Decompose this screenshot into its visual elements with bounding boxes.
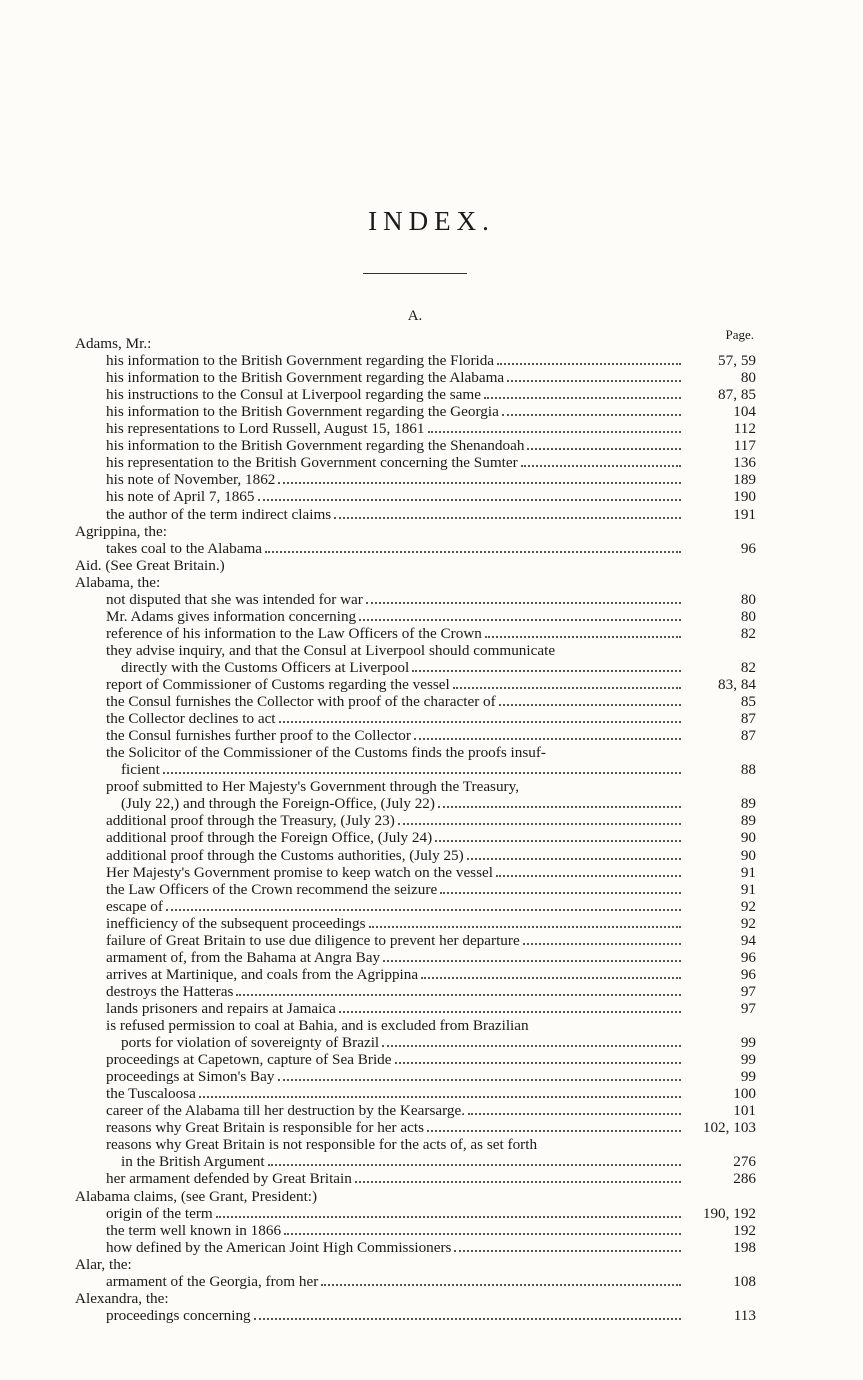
entry-page-number: 191 bbox=[733, 505, 756, 523]
entry-page-number: 190, 192 bbox=[702, 1204, 756, 1222]
entry-text: they advise inquiry, and that the Consul at Liverpool should communicate bbox=[106, 641, 556, 659]
page-column-heading: Page. bbox=[725, 327, 754, 342]
leader-dots bbox=[523, 933, 681, 945]
index-sub-entry bbox=[106, 915, 756, 932]
entry-page-number: 82 bbox=[740, 624, 756, 642]
entry-page-number: 112 bbox=[733, 420, 756, 438]
entry-page-number: 198 bbox=[733, 1238, 756, 1256]
index-sub-entry bbox=[106, 1307, 756, 1324]
entry-page-number: 189 bbox=[733, 471, 756, 489]
entry-page-number: 87 bbox=[740, 710, 756, 728]
leader-dots bbox=[527, 438, 681, 450]
index-sub-entry bbox=[121, 1153, 756, 1170]
leader-dots bbox=[366, 592, 681, 604]
entry-text: armament of the Georgia, from her bbox=[106, 1272, 319, 1290]
entry-text: Adams, Mr.: bbox=[75, 335, 152, 352]
entry-text: report of Commissioner of Customs regarding the vessel bbox=[106, 676, 450, 693]
leader-dots bbox=[199, 1086, 681, 1098]
entry-text: destroys the Hatteras bbox=[106, 982, 234, 1000]
entry-page-number: 113 bbox=[733, 1306, 756, 1324]
entry-text: proceedings at Capetown, capture of Sea Bride bbox=[106, 1051, 392, 1069]
leader-dots bbox=[284, 1223, 681, 1235]
index-heading-entry bbox=[75, 1256, 756, 1273]
leader-dots bbox=[321, 1274, 681, 1286]
leader-dots bbox=[355, 1171, 681, 1183]
index-sub-entry bbox=[106, 966, 756, 983]
entry-text: his representations to Lord Russell, August 15, 1861 bbox=[106, 420, 425, 438]
index-sub-entry bbox=[106, 369, 756, 386]
entry-page-number: 91 bbox=[740, 880, 756, 898]
entry-text: additional proof through the Customs authorities, (July 25) bbox=[106, 846, 464, 864]
index-sub-entry bbox=[106, 540, 756, 557]
leader-dots bbox=[163, 762, 681, 774]
entry-text: proceedings at Simon's Bay bbox=[106, 1068, 275, 1086]
index-sub-entry bbox=[106, 352, 756, 369]
index-heading-entry bbox=[75, 557, 756, 574]
entry-page-number: 136 bbox=[733, 454, 756, 472]
index-sub-entry bbox=[106, 727, 756, 744]
index-sub-entry bbox=[121, 1034, 756, 1051]
entry-text: the Law Officers of the Crown recommend the seizure bbox=[106, 880, 438, 898]
entry-text: (July 22,) and through the Foreign-Office, (July 22) bbox=[121, 795, 435, 813]
index-sub-entry bbox=[106, 1017, 756, 1034]
index-sub-entry bbox=[106, 1000, 756, 1017]
leader-dots bbox=[236, 984, 681, 996]
title-rule bbox=[363, 273, 467, 274]
entry-text: the Collector declines to act bbox=[106, 710, 276, 728]
index-sub-entry bbox=[106, 898, 756, 915]
index-sub-entry bbox=[106, 847, 756, 864]
entry-page-number: 190 bbox=[733, 488, 756, 506]
entry-text: Her Majesty's Government promise to keep watch on the vessel bbox=[106, 863, 493, 881]
entry-text: inefficiency of the subsequent proceedings bbox=[106, 914, 366, 932]
index-sub-entry bbox=[106, 625, 756, 642]
index-sub-entry bbox=[106, 454, 756, 471]
entry-page-number: 89 bbox=[740, 795, 756, 813]
index-sub-entry bbox=[106, 932, 756, 949]
index-sub-entry bbox=[106, 642, 756, 659]
entry-page-number: 96 bbox=[740, 948, 756, 966]
leader-dots bbox=[369, 916, 681, 928]
index-sub-entry bbox=[106, 812, 756, 829]
entry-page-number: 92 bbox=[740, 914, 756, 932]
leader-dots bbox=[268, 1154, 681, 1166]
entry-text: his information to the British Government regarding the Georgia bbox=[106, 403, 499, 421]
entry-text: origin of the term bbox=[106, 1204, 213, 1222]
leader-dots bbox=[521, 455, 681, 467]
leader-dots bbox=[278, 1069, 681, 1081]
index-sub-entry bbox=[106, 1273, 756, 1290]
leader-dots bbox=[421, 967, 681, 979]
leader-dots bbox=[453, 677, 681, 689]
leader-dots bbox=[440, 882, 681, 894]
leader-dots bbox=[427, 1120, 681, 1132]
index-sub-entry bbox=[106, 1051, 756, 1068]
leader-dots bbox=[383, 950, 681, 962]
entry-text: lands prisoners and repairs at Jamaica bbox=[106, 999, 336, 1017]
index-sub-entry bbox=[106, 403, 756, 420]
leader-dots bbox=[359, 609, 681, 621]
index-sub-entry bbox=[106, 1102, 756, 1119]
entry-text: proof submitted to Her Majesty's Government through the Treasury, bbox=[106, 778, 520, 796]
entry-text: reasons why Great Britain is responsible for her acts bbox=[106, 1119, 425, 1137]
entry-text: escape of bbox=[106, 897, 163, 915]
leader-dots bbox=[484, 387, 681, 399]
entry-text: Alabama claims, (see Grant, President:) bbox=[75, 1187, 318, 1205]
entry-text: takes coal to the Alabama bbox=[106, 539, 263, 557]
index-heading-entry bbox=[75, 1290, 756, 1307]
entry-text: Mr. Adams gives information concerning bbox=[106, 607, 357, 625]
entry-text: the Consul furnishes the Collector with proof of the character of bbox=[106, 693, 496, 711]
entry-text: armament of, from the Bahama at Angra Bay bbox=[106, 948, 381, 966]
entry-text: his information to the British Government regarding the Florida bbox=[106, 352, 495, 370]
index-sub-entry bbox=[106, 1170, 756, 1187]
entry-text: his representation to the British Government concerning the Sumter bbox=[106, 454, 518, 472]
entry-text: her armament defended by Great Britain bbox=[106, 1170, 352, 1188]
entry-text: reasons why Great Britain is not responsible for the acts of, as set forth bbox=[106, 1136, 538, 1154]
entry-page-number: 92 bbox=[740, 897, 756, 915]
index-sub-entry bbox=[106, 676, 756, 693]
entry-page-number: 102, 103 bbox=[702, 1119, 756, 1137]
leader-dots bbox=[428, 421, 682, 433]
index-sub-entry bbox=[106, 420, 756, 437]
entry-page-number: 99 bbox=[740, 1068, 756, 1086]
entry-text: his note of April 7, 1865 bbox=[106, 488, 255, 506]
entry-page-number: 83, 84 bbox=[718, 676, 756, 693]
leader-dots bbox=[454, 1240, 681, 1252]
entry-page-number: 99 bbox=[740, 1051, 756, 1069]
leader-dots bbox=[496, 865, 681, 877]
leader-dots bbox=[499, 694, 681, 706]
entry-page-number: 96 bbox=[740, 965, 756, 983]
leader-dots bbox=[502, 404, 681, 416]
entry-text: additional proof through the Foreign Office, (July 24) bbox=[106, 829, 433, 847]
entry-text: Agrippina, the: bbox=[75, 522, 167, 540]
entry-page-number: 108 bbox=[733, 1272, 756, 1290]
leader-dots bbox=[435, 830, 681, 842]
leader-dots bbox=[395, 1052, 681, 1064]
entry-text: additional proof through the Treasury, (July 23) bbox=[106, 812, 395, 830]
index-sub-entry bbox=[106, 471, 756, 488]
entry-text: Alabama, the: bbox=[75, 573, 161, 591]
index-sub-entry bbox=[106, 864, 756, 881]
entry-text: the Consul furnishes further proof to the Collector bbox=[106, 727, 411, 745]
index-heading-entry bbox=[75, 523, 756, 540]
entry-page-number: 104 bbox=[733, 403, 756, 421]
entry-page-number: 80 bbox=[740, 590, 756, 608]
index-sub-entry bbox=[106, 437, 756, 454]
entry-text: his information to the British Government regarding the Shenandoah bbox=[106, 437, 525, 455]
leader-dots bbox=[412, 660, 681, 672]
entry-text: ports for violation of sovereignty of Brazil bbox=[121, 1034, 380, 1052]
entry-page-number: 82 bbox=[740, 658, 756, 676]
entry-text: the author of the term indirect claims bbox=[106, 505, 332, 523]
entry-page-number: 96 bbox=[740, 539, 756, 557]
entry-text: directly with the Customs Officers at Liverpool bbox=[121, 658, 410, 676]
leader-dots bbox=[265, 541, 681, 553]
leader-dots bbox=[279, 711, 681, 723]
entry-page-number: 90 bbox=[740, 846, 756, 864]
entry-page-number: 57, 59 bbox=[718, 352, 756, 370]
entry-page-number: 80 bbox=[740, 369, 756, 387]
entry-page-number: 94 bbox=[740, 931, 756, 949]
leader-dots bbox=[254, 1308, 681, 1320]
leader-dots bbox=[467, 848, 681, 860]
entry-page-number: 101 bbox=[733, 1102, 756, 1120]
index-sub-entry bbox=[106, 881, 756, 898]
index-sub-entry bbox=[106, 1222, 756, 1239]
index-heading-entry bbox=[75, 574, 756, 591]
entry-page-number: 276 bbox=[733, 1153, 756, 1171]
leader-dots bbox=[414, 728, 681, 740]
index-sub-entry bbox=[106, 1119, 756, 1136]
index-sub-entry bbox=[106, 744, 756, 761]
index-sub-entry bbox=[106, 710, 756, 727]
leader-dots bbox=[339, 1001, 681, 1013]
entry-text: proceedings concerning bbox=[106, 1306, 251, 1324]
entry-text: ficient bbox=[121, 761, 160, 779]
leader-dots bbox=[258, 489, 682, 501]
entry-page-number: 192 bbox=[733, 1221, 756, 1239]
entry-text: Alar, the: bbox=[75, 1255, 132, 1273]
index-sub-entry bbox=[106, 983, 756, 1000]
leader-dots bbox=[216, 1206, 681, 1218]
leader-dots bbox=[485, 626, 681, 638]
entry-page-number: 91 bbox=[740, 863, 756, 881]
entry-page-number: 85 bbox=[740, 693, 756, 711]
index-heading-entry bbox=[75, 1188, 756, 1205]
leader-dots bbox=[166, 899, 681, 911]
leader-dots bbox=[278, 472, 681, 484]
index-sub-entry bbox=[106, 829, 756, 846]
entry-text: the Solicitor of the Commissioner of the Customs finds the proofs insuf- bbox=[106, 744, 546, 762]
index-sub-entry bbox=[121, 761, 756, 778]
index-sub-entry bbox=[106, 506, 756, 523]
entry-page-number: 80 bbox=[740, 607, 756, 625]
index-sub-entry bbox=[106, 386, 756, 403]
index-heading-entry bbox=[75, 335, 756, 352]
entry-text: reference of his information to the Law Officers of the Crown bbox=[106, 624, 482, 642]
leader-dots bbox=[468, 1103, 681, 1115]
index-sub-entry bbox=[106, 608, 756, 625]
entry-text: career of the Alabama till her destruction by the Kearsarge. bbox=[106, 1102, 466, 1120]
index-sub-entry bbox=[106, 693, 756, 710]
index-sub-entry bbox=[106, 949, 756, 966]
entry-page-number: 286 bbox=[733, 1170, 756, 1188]
index-sub-entry bbox=[106, 1068, 756, 1085]
index-sub-entry bbox=[121, 795, 756, 812]
entry-page-number: 117 bbox=[733, 437, 756, 455]
index-sub-entry bbox=[106, 1205, 756, 1222]
entry-text: Alexandra, the: bbox=[75, 1289, 169, 1307]
entry-page-number: 87, 85 bbox=[718, 386, 756, 404]
index-sub-entry bbox=[121, 659, 756, 676]
entry-text: the term well known in 1866 bbox=[106, 1221, 282, 1239]
leader-dots bbox=[398, 813, 681, 825]
entry-text: not disputed that she was intended for war bbox=[106, 590, 363, 608]
page-title: INDEX. bbox=[368, 206, 495, 236]
leader-dots bbox=[507, 370, 681, 382]
index-sub-entry bbox=[106, 1239, 756, 1256]
entry-text: how defined by the American Joint High Commissioners bbox=[106, 1238, 452, 1256]
entry-page-number: 88 bbox=[740, 761, 756, 779]
leader-dots bbox=[334, 507, 681, 519]
entry-text: his note of November, 1862 bbox=[106, 471, 276, 489]
entry-text: the Tuscaloosa bbox=[106, 1085, 196, 1103]
entry-page-number: 99 bbox=[740, 1034, 756, 1052]
entry-page-number: 97 bbox=[740, 982, 756, 1000]
entry-text: in the British Argument bbox=[121, 1153, 265, 1171]
leader-dots bbox=[497, 353, 681, 365]
entry-text: is refused permission to coal at Bahia, and is excluded from Brazilian bbox=[106, 1017, 529, 1034]
entry-text: his information to the British Government regarding the Alabama bbox=[106, 369, 505, 387]
entry-page-number: 100 bbox=[733, 1085, 756, 1103]
entry-page-number: 97 bbox=[740, 999, 756, 1017]
entry-text: Aid. (See Great Britain.) bbox=[75, 556, 225, 574]
entry-page-number: 87 bbox=[740, 727, 756, 745]
entry-page-number: 90 bbox=[740, 829, 756, 847]
entry-text: his instructions to the Consul at Liverpool regarding the same bbox=[106, 386, 481, 404]
index-sub-entry bbox=[106, 1085, 756, 1102]
entry-text: arrives at Martinique, and coals from the Agrippina bbox=[106, 965, 419, 983]
index-sub-entry bbox=[106, 1136, 756, 1153]
entry-page-number: 89 bbox=[740, 812, 756, 830]
index-sub-entry bbox=[106, 778, 756, 795]
index-sub-entry bbox=[106, 591, 756, 608]
leader-dots bbox=[382, 1035, 681, 1047]
section-letter: A. bbox=[407, 308, 423, 324]
entry-text: failure of Great Britain to use due diligence to prevent her departure bbox=[106, 931, 520, 949]
leader-dots bbox=[438, 796, 681, 808]
index-sub-entry bbox=[106, 488, 756, 505]
